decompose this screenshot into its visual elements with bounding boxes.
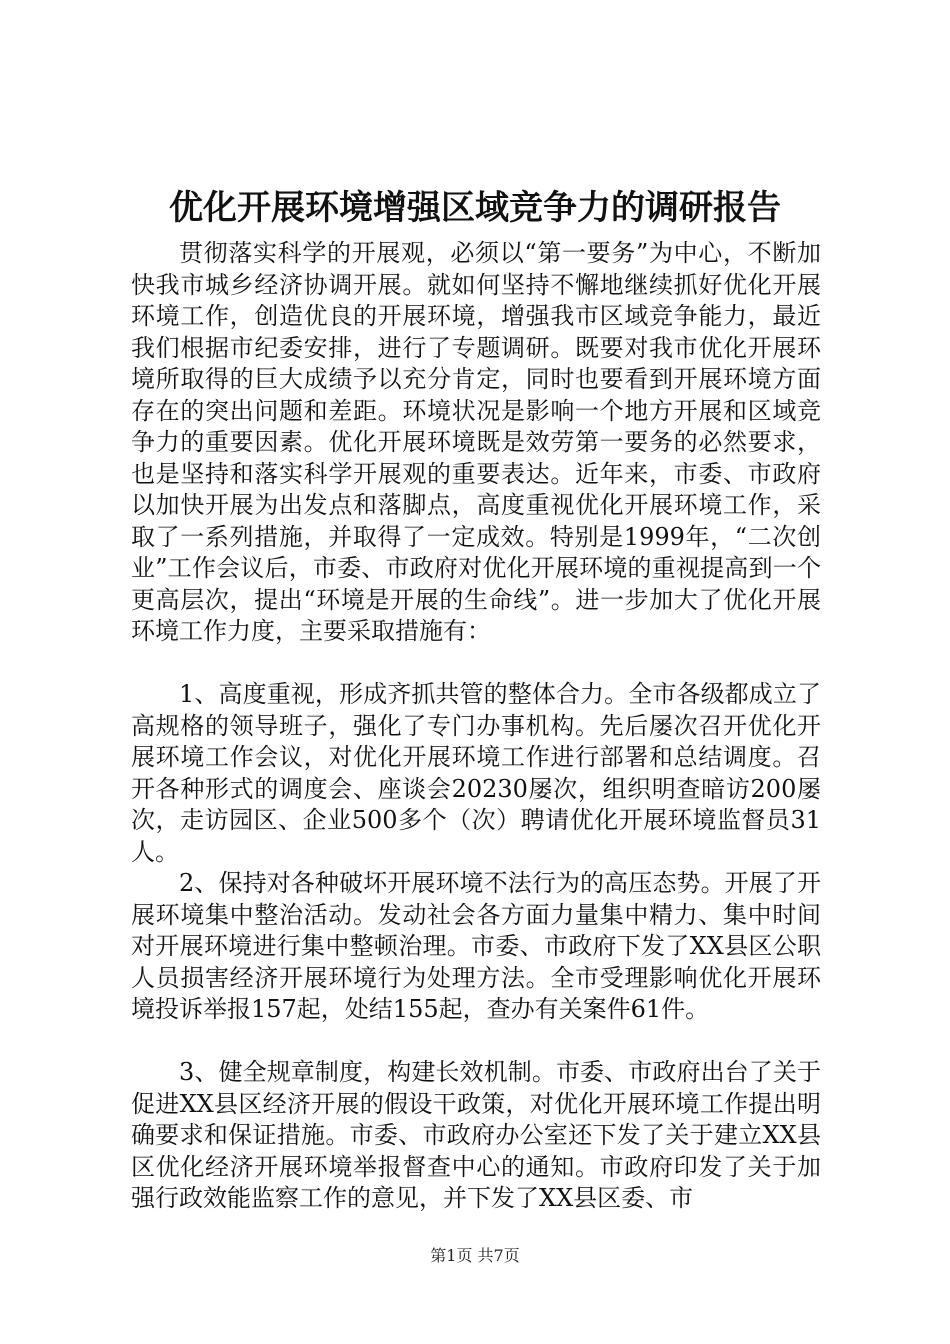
paragraph-measure-1: 1、高度重视，形成齐抓共管的整体合力。全市各级都成立了高规格的领导班子，强化了专门办事机构。先后屡次召开优化开展环境工作会议，对优化开展环境工作进行部署和总结调度。召开各种形式的调度会、座谈会20230屡次，组织明查暗访200屡次，走访园区、企业500多个（次）聘请优化开展环境监督员31人。	[131, 680, 821, 866]
paragraph-gap	[131, 648, 821, 680]
paragraph-gap	[131, 1026, 821, 1058]
document-title: 优化开展环境增强区域竞争力的调研报告	[169, 188, 781, 228]
page-footer: 第1页 共7页	[430, 1246, 520, 1265]
paragraph-measure-3: 3、健全规章制度，构建长效机制。市委、市政府出台了关于促进XX县区经济开展的假设干政策，对优化开展环境工作提出明确要求和保证措施。市委、市政府办公室还下发了关于建立XX县区优化经济开展环境举报督查中心的通知。市政府印发了关于加强行政效能监察工作的意见，并下发了XX县区委、市	[131, 1058, 821, 1212]
paragraph-intro: 贯彻落实科学的开展观，必须以“第一要务”为中心，不断加快我市城乡经济协调开展。就如何坚持不懈地继续抓好优化开展环境工作，创造优良的开展环境，增强我市区域竞争能力，最近我们根据市纪委安排，进行了专题调研。既要对我市优化开展环境所取得的巨大成绩予以充分肯定，同时也要看到开展环境方面存在的突出问题和差距。环境状况是影响一个地方开展和区域竞争力的重要因素。优化开展环境既是效劳第一要务的必然要求，也是坚持和落实科学开展观的重要表达。近年来，市委、市政府以加快开展为出发点和落脚点，高度重视优化开展环境工作，采取了一系列措施，并取得了一定成效。特别是1999年，“二次创业”工作会议后，市委、市政府对优化开展环境的重视提高到一个更高层次，提出“环境是开展的生命线”。进一步加大了优化开展环境工作力度，主要采取措施有：	[131, 239, 821, 645]
paragraph-measure-2: 2、保持对各种破坏开展环境不法行为的高压态势。开展了开展环境集中整治活动。发动社会各方面力量集中精力、集中时间对开展环境进行集中整顿治理。市委、市政府下发了XX县区公职人员损害经济开展环境行为处理方法。全市受理影响优化开展环境投诉举报157起，处结155起，查办有关案件61件。	[131, 869, 821, 1023]
document-body	[131, 238, 821, 1215]
